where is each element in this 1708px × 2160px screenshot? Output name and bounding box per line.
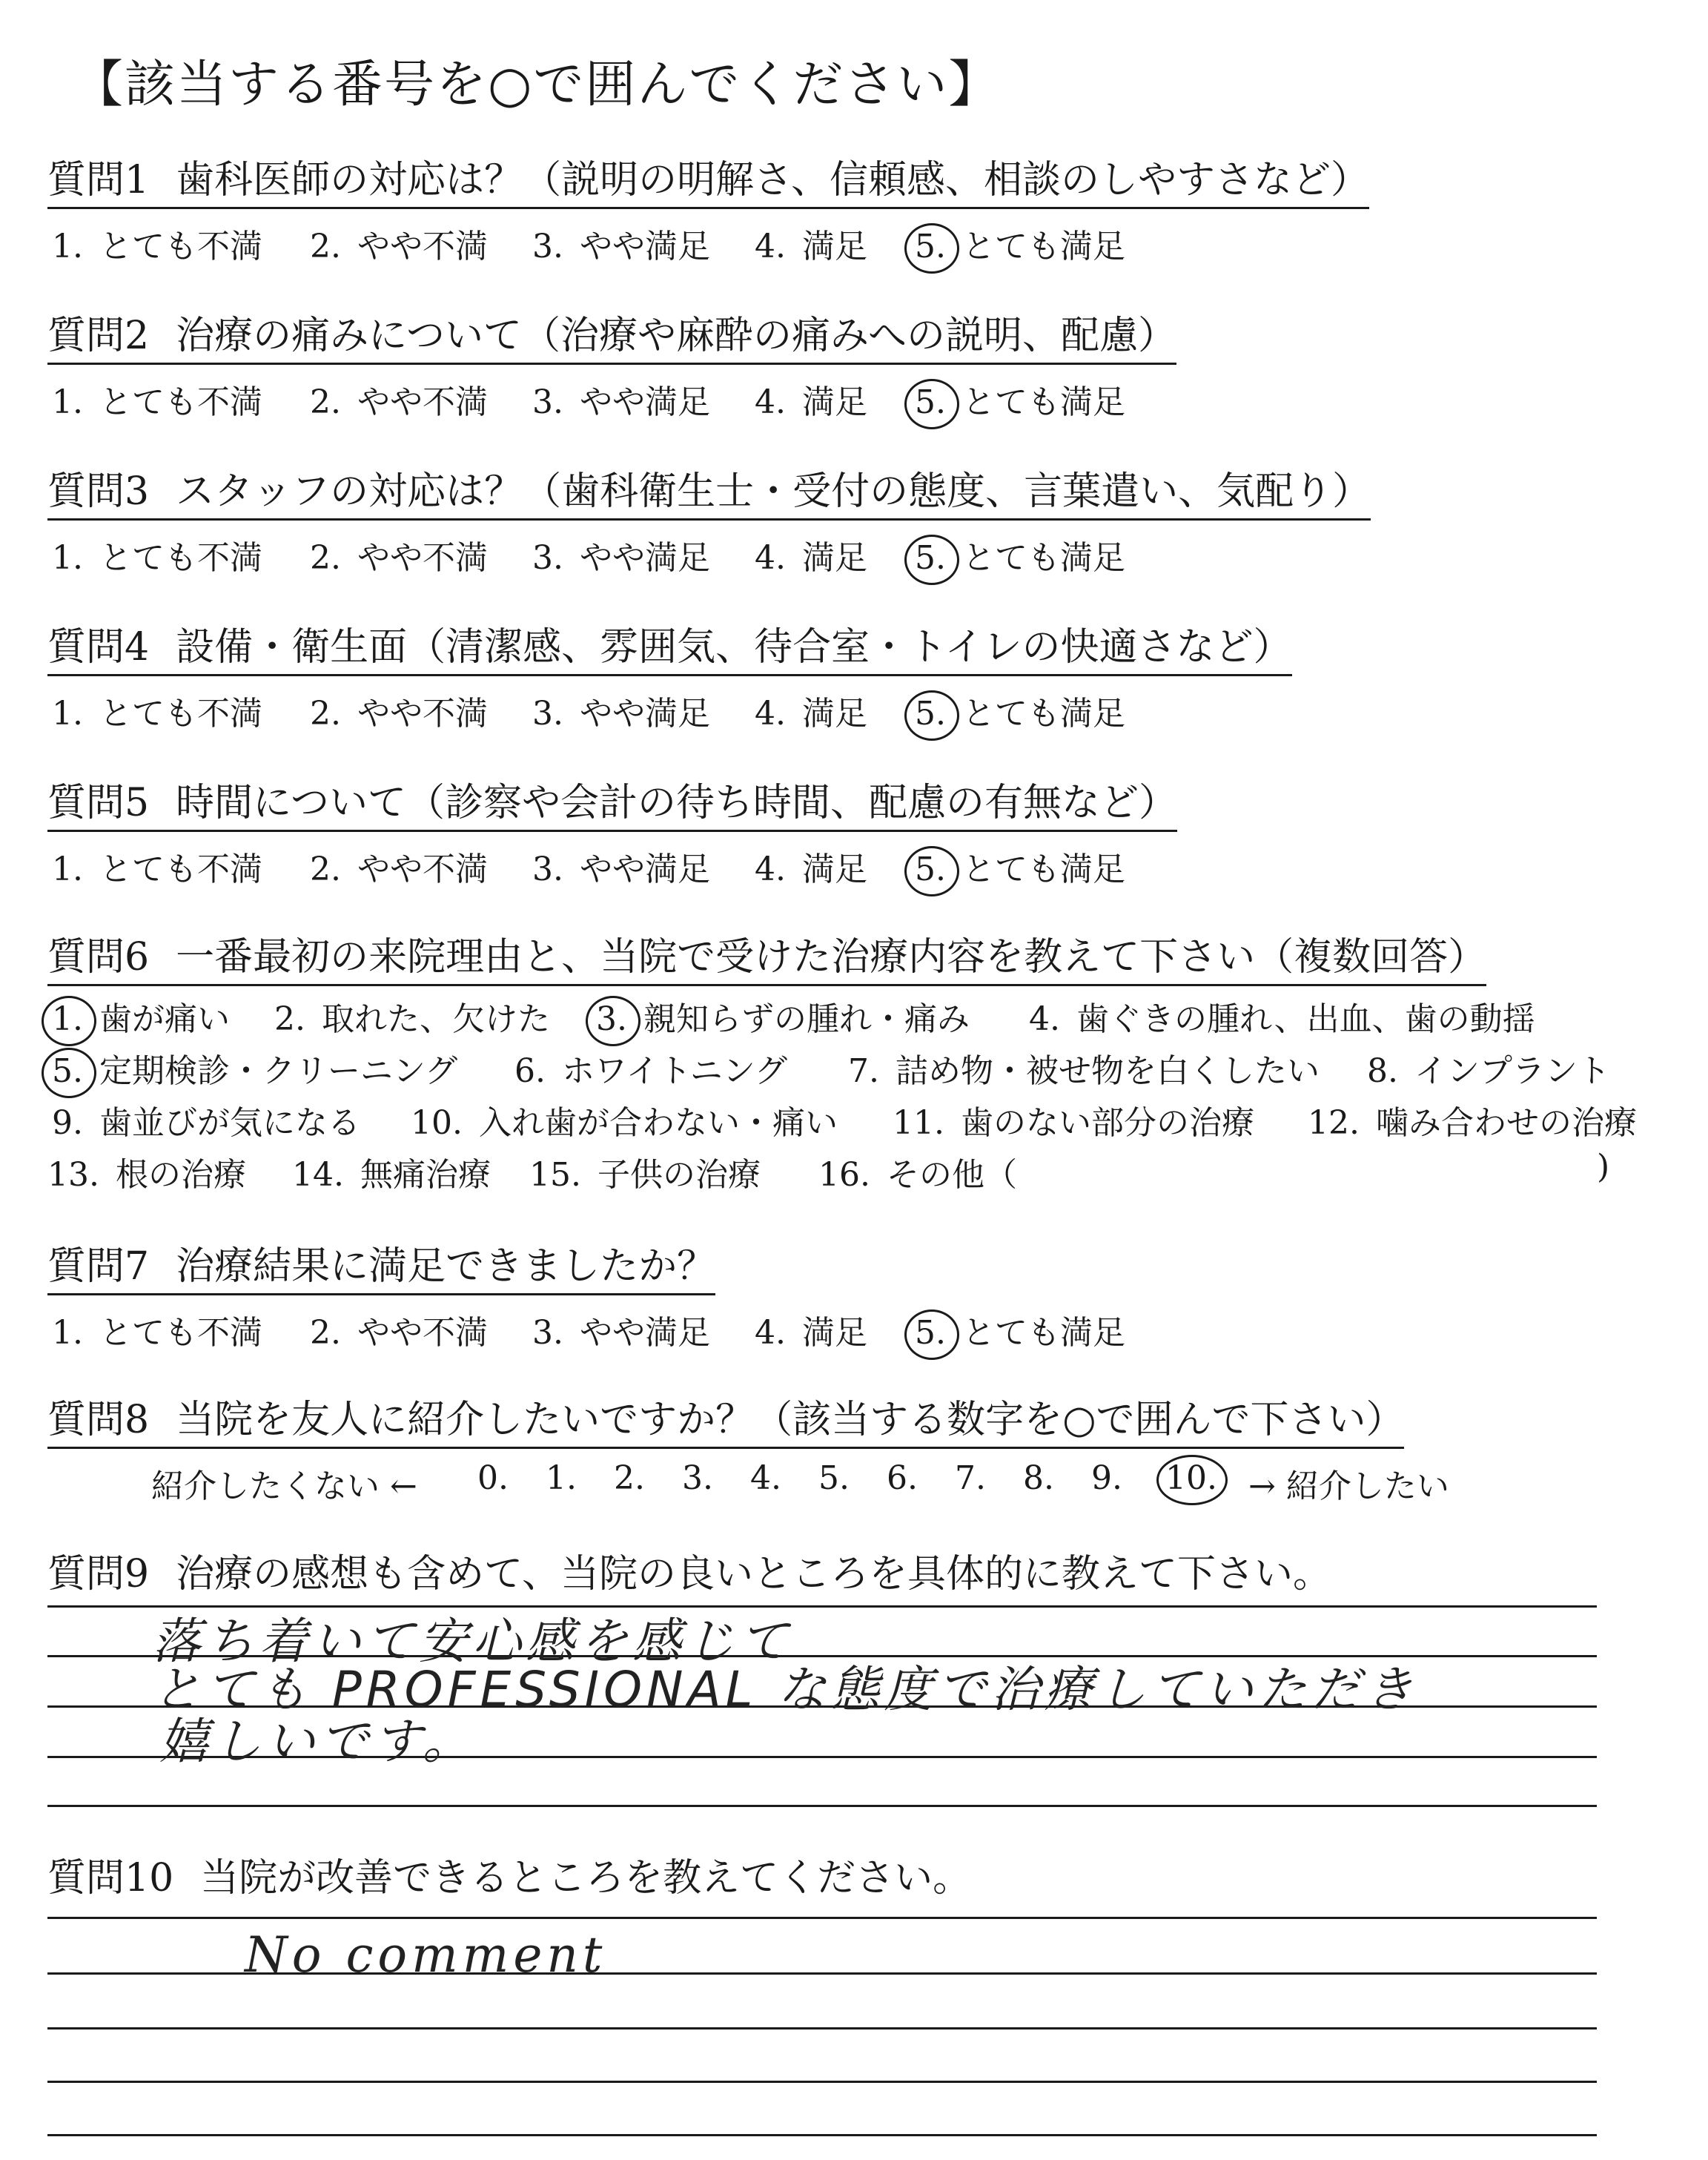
- option-5-selected[interactable]: 5. とても満足: [915, 1314, 1125, 1352]
- question-9-title: [47, 1542, 1331, 1601]
- other-close-paren: ): [1597, 1148, 1610, 1186]
- treatment-row-4: [47, 1148, 1610, 1200]
- question-10: [47, 1846, 971, 1905]
- scale-8[interactable]: 8.: [1023, 1459, 1054, 1497]
- scale-5[interactable]: 5.: [818, 1459, 850, 1497]
- question-1-title: [47, 148, 1369, 209]
- question-number: 質問8: [47, 1398, 150, 1442]
- treatment-row-3: [47, 1096, 1637, 1148]
- option-2[interactable]: 2. やや不満: [310, 228, 488, 265]
- question-number: 質問1: [47, 158, 150, 202]
- question-text: 当院が改善できるところを教えてください。: [200, 1856, 972, 1900]
- treatment-9[interactable]: 9. 歯並びが気になる: [52, 1104, 360, 1142]
- question-5-title: [47, 771, 1177, 832]
- handwritten-answer-line-1: 落ち着いて安心感を感じて: [152, 1613, 792, 1670]
- option-5-selected[interactable]: 5. とても満足: [915, 228, 1125, 265]
- option-1[interactable]: 1. とても不満: [52, 695, 262, 733]
- treatment-11[interactable]: 11. 歯のない部分の治療: [893, 1104, 1254, 1142]
- question-text: スタッフの対応は？（歯科衛生士・受付の態度、言葉遣い、気配り）: [176, 469, 1371, 514]
- treatment-1-selected[interactable]: 1. 歯が痛い: [52, 1000, 230, 1038]
- rating-options: [47, 375, 1176, 427]
- question-number: 質問6: [47, 935, 150, 980]
- option-2[interactable]: 2. やや不満: [310, 383, 488, 421]
- question-text: 当院を友人に紹介したいですか？（該当する数字を○で囲んで下さい）: [176, 1398, 1405, 1442]
- treatment-4[interactable]: 4. 歯ぐきの腫れ、出血、歯の動揺: [1029, 1000, 1535, 1038]
- answer-line: [47, 2134, 1597, 2136]
- treatment-15[interactable]: 15. 子供の治療: [529, 1156, 761, 1194]
- scale-10-selected[interactable]: 10.: [1165, 1459, 1217, 1497]
- question-number: 質問3: [47, 469, 150, 514]
- option-2[interactable]: 2. やや不満: [310, 539, 488, 577]
- option-1[interactable]: 1. とても不満: [52, 383, 262, 421]
- answer-line: [47, 1805, 1597, 1807]
- option-5-selected[interactable]: 5. とても満足: [915, 851, 1125, 888]
- question-2: [47, 304, 1176, 427]
- option-1[interactable]: 1. とても不満: [52, 539, 262, 577]
- treatment-13[interactable]: 13. 根の治療: [47, 1156, 246, 1194]
- answer-line: [47, 1917, 1597, 1919]
- rating-options: [47, 1306, 1125, 1358]
- option-2[interactable]: 2. やや不満: [310, 851, 488, 888]
- treatment-10[interactable]: 10. 入れ歯が合わない・痛い: [411, 1104, 838, 1142]
- question-text: 治療結果に満足できましたか？: [176, 1244, 716, 1289]
- scale-6[interactable]: 6.: [887, 1459, 918, 1497]
- recommend-scale: [47, 1459, 1449, 1511]
- question-6: [47, 925, 1637, 1200]
- page-title: 【該当する番号を○で囲んでください】: [73, 56, 1001, 114]
- option-3[interactable]: 3. やや満足: [532, 695, 710, 733]
- scale-right-label: → 紹介したい: [1248, 1467, 1449, 1505]
- question-5: [47, 771, 1177, 894]
- question-text: 治療の感想も含めて、当院の良いところを具体的に教えて下さい。: [176, 1552, 1332, 1596]
- question-number: 質問2: [47, 314, 150, 358]
- option-5-selected[interactable]: 5. とても満足: [915, 695, 1125, 733]
- handwritten-answer: No comment: [245, 1926, 607, 1984]
- scale-2[interactable]: 2.: [614, 1459, 645, 1497]
- option-1[interactable]: 1. とても不満: [52, 851, 262, 888]
- option-4[interactable]: 4. 満足: [755, 383, 867, 421]
- rating-options: [47, 687, 1292, 739]
- answer-line: [47, 2027, 1597, 2029]
- scale-7[interactable]: 7.: [955, 1459, 986, 1497]
- question-7-title: [47, 1235, 715, 1295]
- option-1[interactable]: 1. とても不満: [52, 1314, 262, 1352]
- scale-4[interactable]: 4.: [750, 1459, 781, 1497]
- treatment-6[interactable]: 6. ホワイトニング: [514, 1052, 788, 1090]
- question-text: 一番最初の来院理由と、当院で受けた治療内容を教えて下さい（複数回答）: [176, 935, 1487, 980]
- scale-left-label: 紹介したくない ←: [151, 1467, 417, 1505]
- treatment-12[interactable]: 12. 噛み合わせの治療: [1308, 1104, 1637, 1142]
- rating-options: [47, 842, 1177, 894]
- option-4[interactable]: 4. 満足: [755, 695, 867, 733]
- treatment-3-selected[interactable]: 3. 親知らずの腫れ・痛み: [596, 1000, 970, 1038]
- question-number: 質問9: [47, 1552, 150, 1596]
- question-text: 治療の痛みについて（治療や麻酔の痛みへの説明、配慮）: [176, 314, 1177, 358]
- rating-options: [47, 531, 1371, 583]
- question-3-title: [47, 460, 1371, 521]
- option-2[interactable]: 2. やや不満: [310, 1314, 488, 1352]
- option-5-selected[interactable]: 5. とても満足: [915, 539, 1125, 577]
- treatment-row-2: [47, 1044, 1610, 1096]
- question-3: [47, 460, 1371, 583]
- question-8: [47, 1388, 1449, 1511]
- answer-line: [47, 2081, 1597, 2083]
- treatment-8[interactable]: 8. インプラント: [1367, 1052, 1610, 1090]
- question-number: 質問7: [47, 1244, 150, 1289]
- scale-3[interactable]: 3.: [682, 1459, 713, 1497]
- handwritten-answer-line-2: とても PROFESSIONAL な態度で治療していただき: [152, 1661, 1418, 1718]
- question-number: 質問10: [47, 1856, 174, 1900]
- option-4[interactable]: 4. 満足: [755, 1314, 867, 1352]
- treatment-5-selected[interactable]: 5. 定期検診・クリーニング: [52, 1052, 458, 1090]
- question-6-title: [47, 925, 1486, 986]
- question-9: [47, 1542, 1331, 1601]
- option-1[interactable]: 1. とても不満: [52, 228, 262, 265]
- handwritten-answer-line-3: 嬉しいです。: [159, 1713, 476, 1770]
- question-2-title: [47, 304, 1176, 365]
- question-4: [47, 615, 1292, 739]
- option-4[interactable]: 4. 満足: [755, 851, 867, 888]
- question-1: [47, 148, 1369, 271]
- question-text: 時間について（診察や会計の待ち時間、配慮の有無など）: [176, 781, 1178, 825]
- option-3[interactable]: 3. やや満足: [532, 383, 710, 421]
- question-number: 質問5: [47, 781, 150, 825]
- scale-1[interactable]: 1.: [546, 1459, 577, 1497]
- option-4[interactable]: 4. 満足: [755, 228, 867, 265]
- question-text: 設備・衛生面（清潔感、雰囲気、待合室・トイレの快適さなど）: [176, 625, 1292, 670]
- rating-options: [47, 219, 1369, 271]
- option-4[interactable]: 4. 満足: [755, 539, 867, 577]
- scale-9[interactable]: 9.: [1091, 1459, 1122, 1497]
- scale-0[interactable]: 0.: [477, 1459, 509, 1497]
- question-7: [47, 1235, 1125, 1358]
- option-3[interactable]: 3. やや満足: [532, 228, 710, 265]
- option-5-selected[interactable]: 5. とても満足: [915, 383, 1125, 421]
- question-10-title: [47, 1846, 971, 1905]
- treatment-7[interactable]: 7. 詰め物・被せ物を白くしたい: [848, 1052, 1320, 1090]
- question-number: 質問4: [47, 625, 150, 670]
- question-4-title: [47, 615, 1292, 676]
- option-2[interactable]: 2. やや不満: [310, 695, 488, 733]
- question-8-title: [47, 1388, 1404, 1449]
- treatment-14[interactable]: 14. 無痛治療: [292, 1156, 491, 1194]
- question-text: 歯科医師の対応は？（説明の明解さ、信頼感、相談のしやすさなど）: [176, 158, 1370, 202]
- option-3[interactable]: 3. やや満足: [532, 539, 710, 577]
- treatment-row-1: [47, 992, 1535, 1044]
- option-3[interactable]: 3. やや満足: [532, 851, 710, 888]
- option-3[interactable]: 3. やや満足: [532, 1314, 710, 1352]
- treatment-2[interactable]: 2. 取れた、欠けた: [274, 1000, 550, 1038]
- treatment-16-other[interactable]: 16. その他（: [818, 1156, 1017, 1194]
